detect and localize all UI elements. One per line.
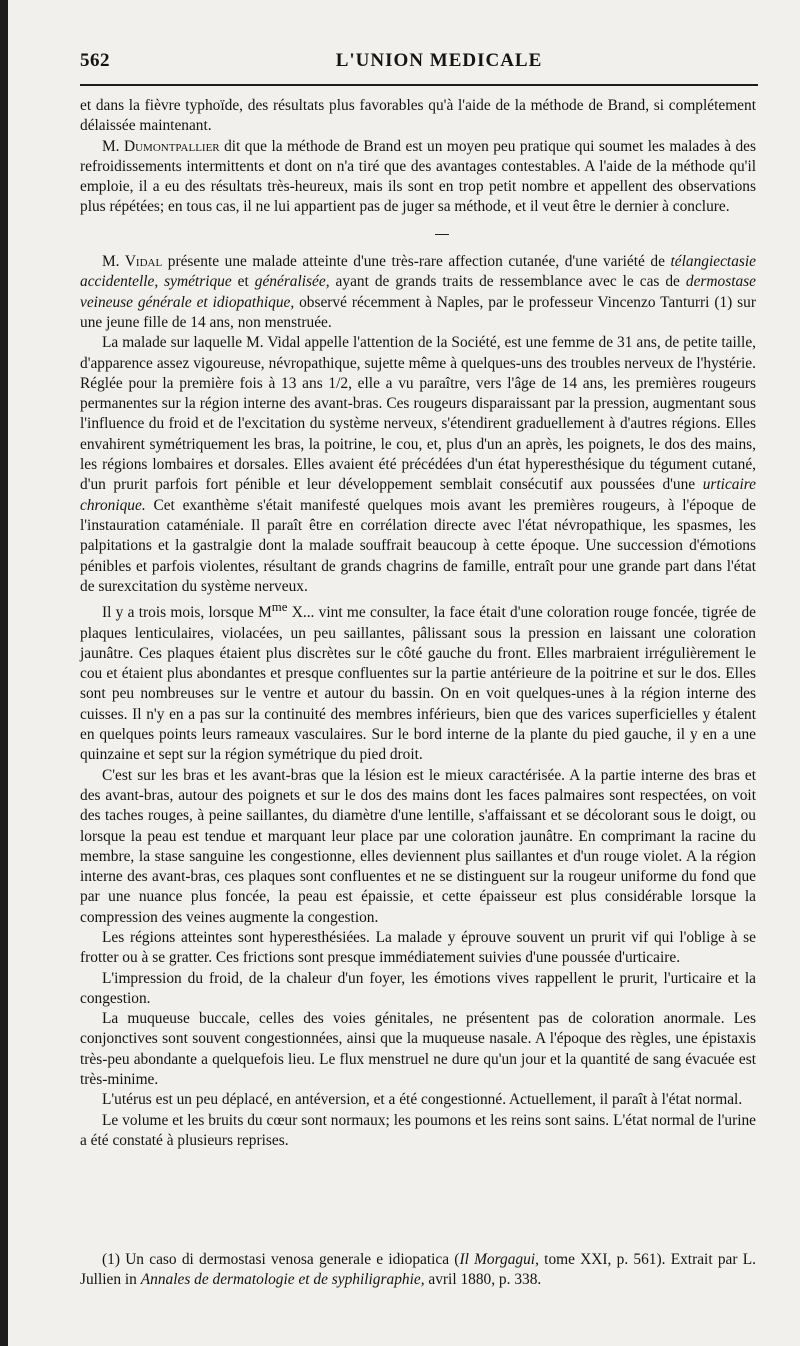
italic-term: dermostase veineuse générale et idiopathique, (80, 273, 756, 311)
paragraph-7: Les régions atteintes sont hyperesthésiées. La malade y éprouve souvent un prurit vif qui l'oblige à se frotter ou à se gratter. Ces frictions sont presque immédiatement suivies d'une poussée d'urticaire. (80, 929, 756, 967)
page-number: 562 (80, 50, 110, 71)
footnote (80, 1250, 756, 1290)
superscript: me (271, 600, 288, 615)
paragraph-10: L'utérus est un peu déplacé, en antéversion, et a été congestionné. Actuellement, il paraît à l'état normal. (102, 1091, 743, 1109)
paragraph-8: L'impression du froid, de la chaleur d'un foyer, les émotions vives rappellent le prurit, l'urticaire et la congestion. (80, 969, 756, 1007)
italic-term: urticaire chronique. (80, 476, 756, 514)
italic-term: télangiectasie accidentelle, symétrique (80, 253, 756, 291)
footnote-part: (1) Un caso di dermostasi venosa generale e idiopatica ( (102, 1251, 460, 1268)
header-rule (80, 84, 758, 86)
paragraph-1: et dans la fièvre typhoïde, des résultats plus favorables qu'à l'aide de la méthode de Brand, si complétement délaissée maintenant. (80, 97, 756, 135)
footnote-part: avril 1880, p. 338. (424, 1271, 542, 1288)
paragraph-text: et (231, 273, 255, 291)
running-title: L'UNION MEDICALE (335, 50, 543, 71)
paragraph-text: ayant de grands traits de ressemblance avec le cas de (329, 273, 686, 291)
paragraph-3 (80, 252, 756, 333)
paragraph-4 (80, 333, 756, 597)
footnote-part: tome XXI, p. 561). Extrait par L. Jullien in (80, 1251, 756, 1288)
italic-term: généralisée, (254, 273, 330, 291)
paragraph-5 (80, 597, 756, 766)
footnote-italic: Annales de dermatologie et de syphiligraphie, (140, 1271, 425, 1288)
paragraph-text: Cet exanthème s'était manifesté quelques mois avant les premières rougeurs, à l'époque de l'instauration cataméniale. Il paraît être en corrélation directe avec l'état névropathique, les spasmes, les palpitations et la gastralgie dont la malade souffrait beaucoup à cette époque. Une succession d'émotions pénibles et parfois violentes, résultant de grands chagrins de famille, entraît pour une grande part dans l'état de surexcitation du système nerveux. (80, 496, 756, 595)
paragraph-6: C'est sur les bras et les avant-bras que la lésion est le mieux caractérisée. A la partie interne des bras et des avant-bras, autour des poignets et sur le dos des mains dont les faces palmaires sont respectées, on voit des taches rouges, à peine saillantes, du diamètre d'une lentille, s'affaissant et se décolorant sous le doigt, ou lorsque la peau est tendue et marquant leur place par une coloration jaunâtre. En comprimant la racine du membre, la stase sanguine les congestionne, elles deviennent plus saillantes et d'un rouge violet. A la région interne des avant-bras, ces plaques sont confluentes et ne se distinguent sur la rougeur uniforme du fond que par une nuance plus foncée, la peau est épaissie, et cette épaisseur est plus considérable lorsque la compression des veines augmente la congestion. (80, 766, 756, 926)
paragraph-2 (80, 137, 756, 218)
paragraph-9: La muqueuse buccale, celles des voies génitales, ne présentent pas de coloration anormale. Les conjonctives sont souvent congestionnées, ainsi que la muqueuse nasale. A l'époque des règles, une épistaxis très-peu abondante a quelquefois lieu. Le flux menstruel ne dure qu'un jour et la quantité de sang évacuée est très-minime. (80, 1010, 756, 1089)
page-header (80, 46, 758, 76)
paragraph-text: observé récemment à Naples, par le professeur Vincenzo Tanturri (1) sur une jeune fille de 14 ans, non menstruée. (80, 293, 756, 331)
speaker-name: M. Vidal (102, 253, 163, 271)
paragraph-text: X... vint me consulter, la face était d'une coloration rouge foncée, tigrée de plaques lenticulaires, violacées, un peu saillantes, pâlissant sous la pression en laissant une coloration jaunâtre. Ces plaques étaient plus discrètes sur le côté gauche du front. Elles marbraient irrégulièrement le cou et étaient plus abondantes et presque confluentes sur la partie antérieure de la poitrine et sur le dos. Elles sont peu nombreuses sur le ventre et autour du bassin. On en voit quelques-unes à la région interne des cuisses. Il n'y en a pas sur la continuité des membres inférieurs, bien que des varices superficielles y étalent en quelques points leurs rameaux vasculaires. Sur le bord interne de la plante du pied gauche, il y en a une quinzaine et sept sur la région symétrique du pied droit. (80, 604, 756, 764)
speaker-name: M. Dumontpallier (102, 137, 220, 155)
paragraph-text: Il y a trois mois, lorsque M (102, 604, 272, 622)
footnote-italic: Il Morgagui, (459, 1251, 539, 1268)
paragraph-text: présente une malade atteinte d'une très-rare affection cutanée, d'une variété de (162, 253, 671, 271)
footnote-text (80, 1250, 756, 1290)
paragraph-text: La malade sur laquelle M. Vidal appelle l'attention de la Société, est une femme de 31 ans, de petite taille, d'apparence assez vigoureuse, névropathique, sujette même à quelques-uns des troubles nerveux de l'hystérie. Réglée pour la première fois à 13 ans 1/2, elle a vu paraître, vers l'âge de 14 ans, les premières rougeurs permanentes sur la région interne des avant-bras. Ces rougeurs disparaissant par la pression, augmentant sous l'influence du froid et de l'excitation du système nerveux, s'étendirent graduellement à d'autres régions. Elles envahirent symétriquement les bras, la poitrine, le cou, et, plus d'un an après, les poignets, le dos des mains, les régions lombaires et dorsales. Elles avaient été précédées d'un état hyperesthésique du tégument cutané, d'un prurit parfois fort pénible et leur développement semblait consécutif aux poussées d'une (80, 334, 756, 494)
paragraph-text: dit que la méthode de Brand est un moyen peu pratique qui soumet les malades à des refroidissements intermittents et dont on n'a tiré que des avantages contestables. A l'aide de la méthode qu'il emploie, il a eu des résultats très-heureux, mais ils sont en trop petit nombre et appellent des observations plus répétées; en tous cas, il ne lui appartient pas de juger sa méthode, et il veut être le dernier à conclure. (80, 137, 756, 216)
paragraph-11: Le volume et les bruits du cœur sont normaux; les poumons et les reins sont sains. L'état normal de l'urine a été constaté à plusieurs reprises. (80, 1111, 756, 1149)
article-body (80, 96, 756, 1151)
scan-edge (0, 0, 8, 1346)
section-separator (80, 224, 756, 244)
